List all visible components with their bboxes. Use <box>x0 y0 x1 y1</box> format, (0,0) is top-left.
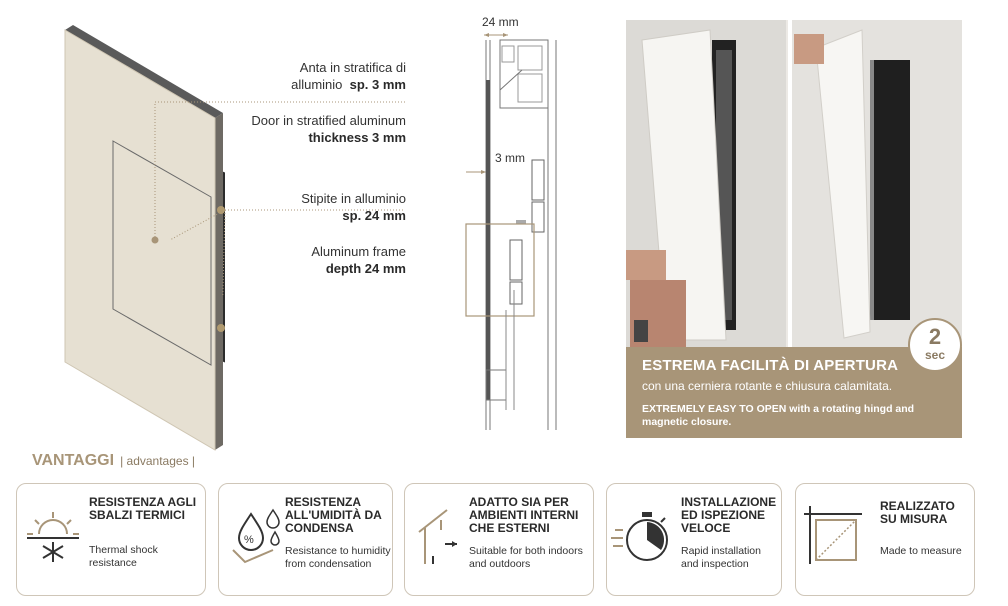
card-desc: Rapid installation and inspection <box>681 545 761 570</box>
label-anta: Anta in stratifica di alluminio sp. 3 mm <box>291 60 406 92</box>
caption-english: EXTREMELY EASY TO OPEN with a rotating hingd and magnetic closure. <box>642 403 915 428</box>
card-desc: Made to measure <box>880 545 962 557</box>
label-frame: Aluminum frame depth 24 mm <box>311 244 406 276</box>
card-title: REALIZZATO SU MISURA <box>880 499 955 526</box>
svg-text:%: % <box>244 534 254 546</box>
badge-unit: sec <box>924 348 946 362</box>
dim-24mm: 24 mm <box>482 15 519 29</box>
advantage-card-installation <box>606 483 782 596</box>
caption-subtitle: con una cerniera rotante e chiusura calamitata. <box>642 379 893 393</box>
card-title: RESISTENZA AGLI SBALZI TERMICI <box>89 495 197 522</box>
stopwatch-icon <box>611 506 673 568</box>
label-door: Door in stratified aluminum thickness 3 mm <box>251 113 406 145</box>
dim-3mm: 3 mm <box>495 151 525 165</box>
card-title: INSTALLAZIONE ED ISPEZIONE VELOCE <box>681 495 777 535</box>
card-title: ADATTO SIA PER AMBIENTI INTERNI CHE ESTERNI <box>469 495 579 535</box>
card-desc: Suitable for both indoors and outdoors <box>469 545 583 570</box>
sun-snowflake-icon <box>25 508 81 564</box>
made-to-measure-icon <box>802 504 864 566</box>
badge-number: 2 <box>928 324 942 349</box>
section-drawing <box>460 10 580 435</box>
advantages-heading-en: | advantages | <box>120 454 196 468</box>
label-stipite: Stipite in alluminio sp. 24 mm <box>301 191 406 223</box>
card-title: RESISTENZA ALL'UMIDITÀ DA CONDENSA <box>285 495 382 535</box>
humidity-drops-icon <box>229 506 285 566</box>
card-desc: Resistance to humidity from condensation <box>285 545 391 570</box>
advantages-heading <box>32 452 195 470</box>
caption-title: ESTREMA FACILITÀ DI APERTURA <box>642 357 899 374</box>
advantage-card-thermal <box>16 483 206 596</box>
indoor-outdoor-icon <box>415 506 467 566</box>
advantage-card-indoor-outdoor <box>404 483 594 596</box>
two-seconds-badge <box>908 318 962 372</box>
advantages-heading-it: VANTAGGI <box>32 452 115 469</box>
advantage-card-humidity <box>218 483 393 596</box>
advantage-card-made-to-measure <box>795 483 975 596</box>
card-desc: Thermal shock resistance <box>89 544 158 569</box>
